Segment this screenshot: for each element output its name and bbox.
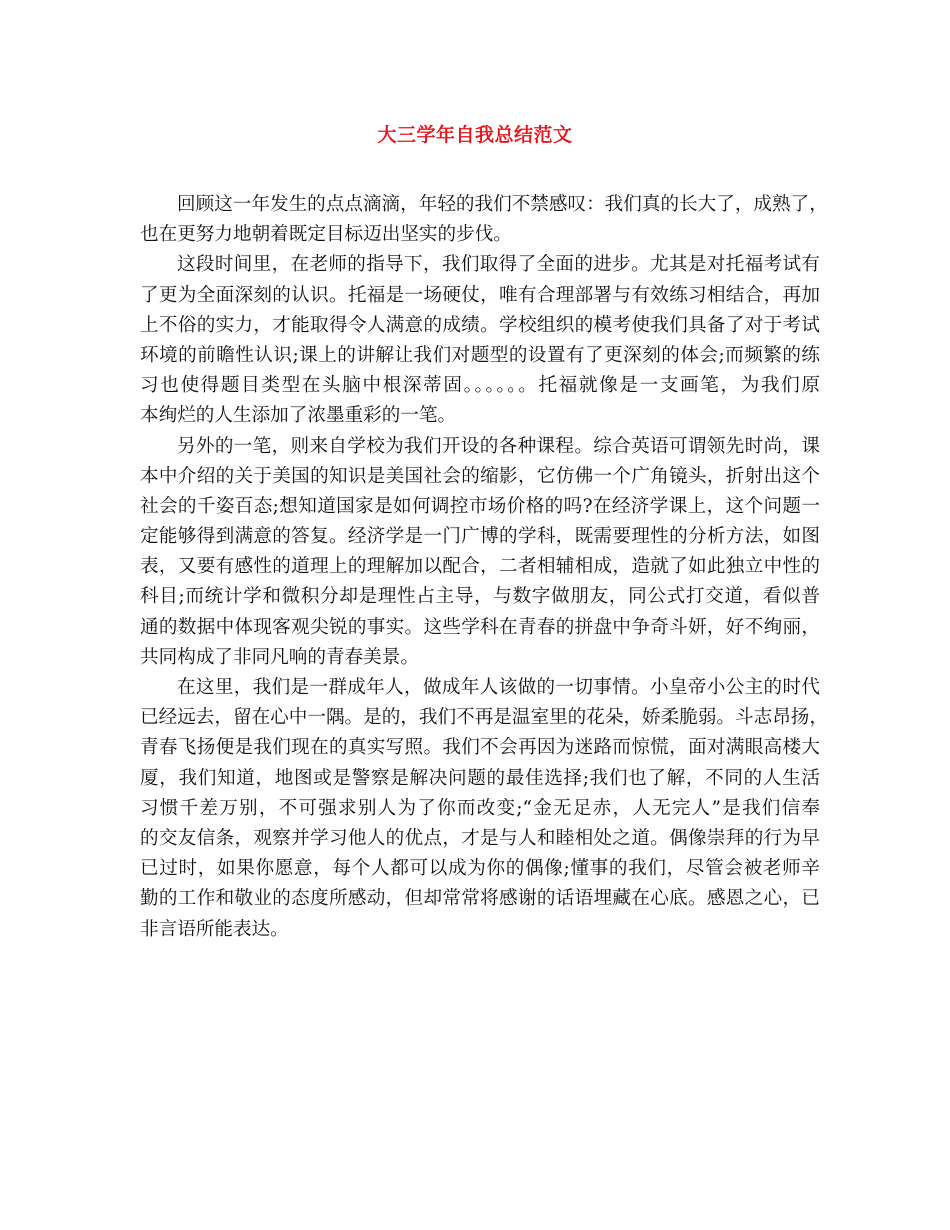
text-line: 习也使得题目类型在头脑中根深蒂固。。。。。。托福就像是一支画笔，为我们原 — [140, 375, 820, 397]
text-line: 共同构成了非同凡响的青春美景。 — [140, 646, 419, 668]
text-line: 定能够得到满意的答复。经济学是一门广博的学科，既需要理性的分析方法，如图 — [140, 526, 820, 548]
text-line: 环境的前瞻性认识;课上的讲解让我们对题型的设置有了更深刻的体会;而频繁的练 — [140, 344, 820, 366]
text-line: 在这里，我们是一群成年人，做成年人该做的一切事情。小皇帝小公主的时代 — [177, 677, 820, 698]
text-line: 另外的一笔，则来自学校为我们开设的各种课程。综合英语可谓领先时尚，课 — [177, 435, 820, 457]
text-line: 青春飞扬便是我们现在的真实写照。我们不会再因为迷路而惊慌，面对满眼高楼大 — [140, 737, 820, 759]
paragraph — [140, 432, 820, 674]
text-line: 社会的千姿百态;想知道国家是如何调控市场价格的吗?在经济学课上，这个问题一 — [140, 495, 820, 517]
paragraph — [140, 673, 828, 945]
text-line: 这段时间里，在老师的指导下，我们取得了全面的进步。尤其是对托福考试有 — [177, 254, 820, 276]
text-line: 也在更努力地朝着既定目标迈出坚实的步伐。 — [140, 224, 512, 246]
text-line: 本绚烂的人生添加了浓墨重彩的一笔。 — [140, 405, 457, 427]
text-line: 回顾这一年发生的点点滴滴，年轻的我们不禁感叹：我们真的长大了，成熟了， — [177, 194, 828, 215]
text-line: 习惯千差万别，不可强求别人为了你而改变;“金无足赤，人无完人”是我们信奉 — [140, 797, 820, 819]
text-line: 了更为全面深刻的认识。托福是一场硬仗，唯有合理部署与有效练习相结合，再加 — [140, 284, 820, 306]
text-line: 已过时，如果你愿意，每个人都可以成为你的偶像;懂事的我们，尽管会被老师辛 — [140, 858, 820, 880]
text-line: 本中介绍的关于美国的知识是美国社会的缩影，它仿佛一个广角镜头，折射出这个 — [140, 465, 820, 487]
text-line: 勤的工作和敬业的态度所感动，但却常常将感谢的话语埋藏在心底。感恩之心，已 — [140, 888, 820, 910]
text-line: 非言语所能表达。 — [140, 918, 289, 940]
text-line: 的交友信条，观察并学习他人的优点，才是与人和睦相处之道。偶像崇拜的行为早 — [140, 827, 820, 849]
text-line: 厦，我们知道，地图或是警察是解决问题的最佳选择;我们也了解，不同的人生活 — [140, 767, 820, 789]
text-line: 上不俗的实力，才能取得令人满意的成绩。学校组织的模考使我们具备了对于考试 — [140, 314, 820, 336]
text-line: 已经远去，留在心中一隅。是的，我们不再是温室里的花朵，娇柔脆弱。斗志昂扬， — [140, 707, 828, 729]
document-body — [140, 190, 828, 945]
document-title: 大三学年自我总结范文 — [377, 124, 573, 146]
text-line: 通的数据中体现客观尖锐的事实。这些学科在青春的拼盘中争奇斗妍，好不绚丽， — [140, 616, 820, 638]
paragraph — [140, 250, 820, 431]
paragraph — [140, 190, 828, 250]
text-line: 科目;而统计学和微积分却是理性占主导，与数字做朋友，同公式打交道，看似普 — [140, 586, 820, 608]
text-line: 表，又要有感性的道理上的理解加以配合，二者相辅相成，造就了如此独立中性的 — [140, 556, 820, 578]
